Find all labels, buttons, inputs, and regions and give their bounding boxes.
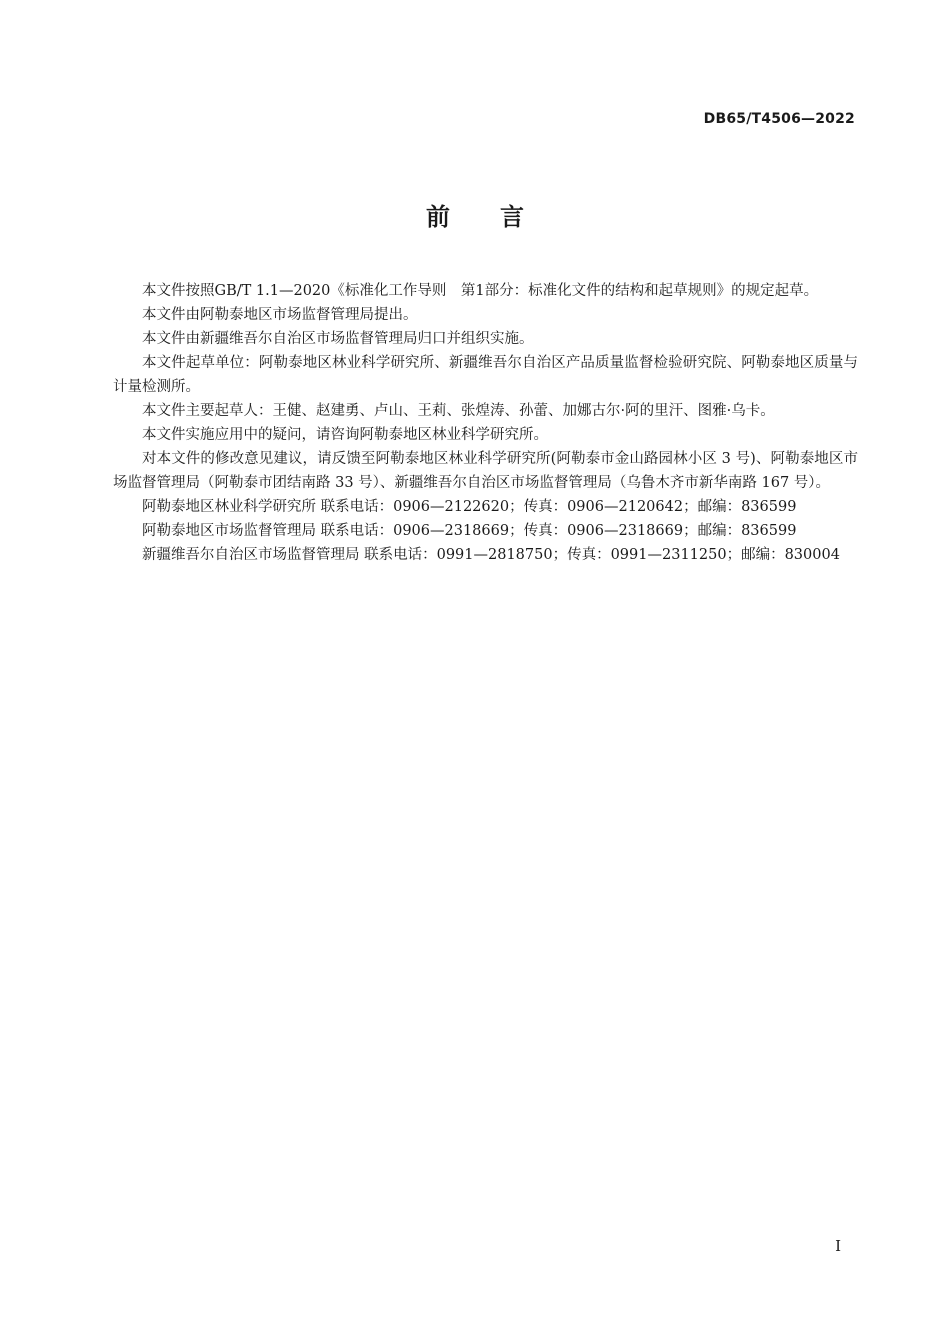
paragraph-proposer: 本文件由阿勒泰地区市场监督管理局提出。: [142, 307, 418, 323]
contact-line: 新疆维吾尔自治区市场监督管理局 联系电话：0991—2818750；传真：0991—2311250；邮编：830004: [142, 547, 840, 563]
paragraph-feedback: 对本文件的修改意见建议，请反馈至阿勒泰地区林业科学研究所(阿勒泰市金山路园林小区 3 号)、阿勒泰地区市场监督管理局（阿勒泰市团结南路 33 号）、新疆维吾尔自治区市场监督管理局（乌鲁木齐市新华南路 167 号）。: [113, 451, 858, 491]
paragraph-drafting-rules: 本文件按照GB/T 1.1—2020《标准化工作导则 第1部分：标准化文件的结构和起草规则》的规定起草。: [142, 283, 819, 299]
paragraph-inquiries: 本文件实施应用中的疑问，请咨询阿勒泰地区林业科学研究所。: [142, 427, 548, 443]
foreword-body: [113, 279, 858, 567]
paragraph-administrator: 本文件由新疆维吾尔自治区市场监督管理局归口并组织实施。: [142, 331, 534, 347]
document-code: DB65/T4506—2022: [703, 111, 855, 127]
paragraph-drafters: 本文件主要起草人：王健、赵建勇、卢山、王莉、张煌涛、孙蕾、加娜古尔·阿的里汗、图雅·乌卡。: [142, 403, 775, 419]
page-number: I: [835, 1237, 841, 1255]
contact-line: 阿勒泰地区林业科学研究所 联系电话：0906—2122620；传真：0906—2120642；邮编：836599: [142, 499, 797, 515]
paragraph-drafting-units: 本文件起草单位：阿勒泰地区林业科学研究所、新疆维吾尔自治区产品质量监督检验研究院、阿勒泰地区质量与计量检测所。: [113, 355, 858, 395]
contact-line: 阿勒泰地区市场监督管理局 联系电话：0906—2318669；传真：0906—2318669；邮编：836599: [142, 523, 797, 539]
page-title: 前言: [426, 203, 574, 231]
